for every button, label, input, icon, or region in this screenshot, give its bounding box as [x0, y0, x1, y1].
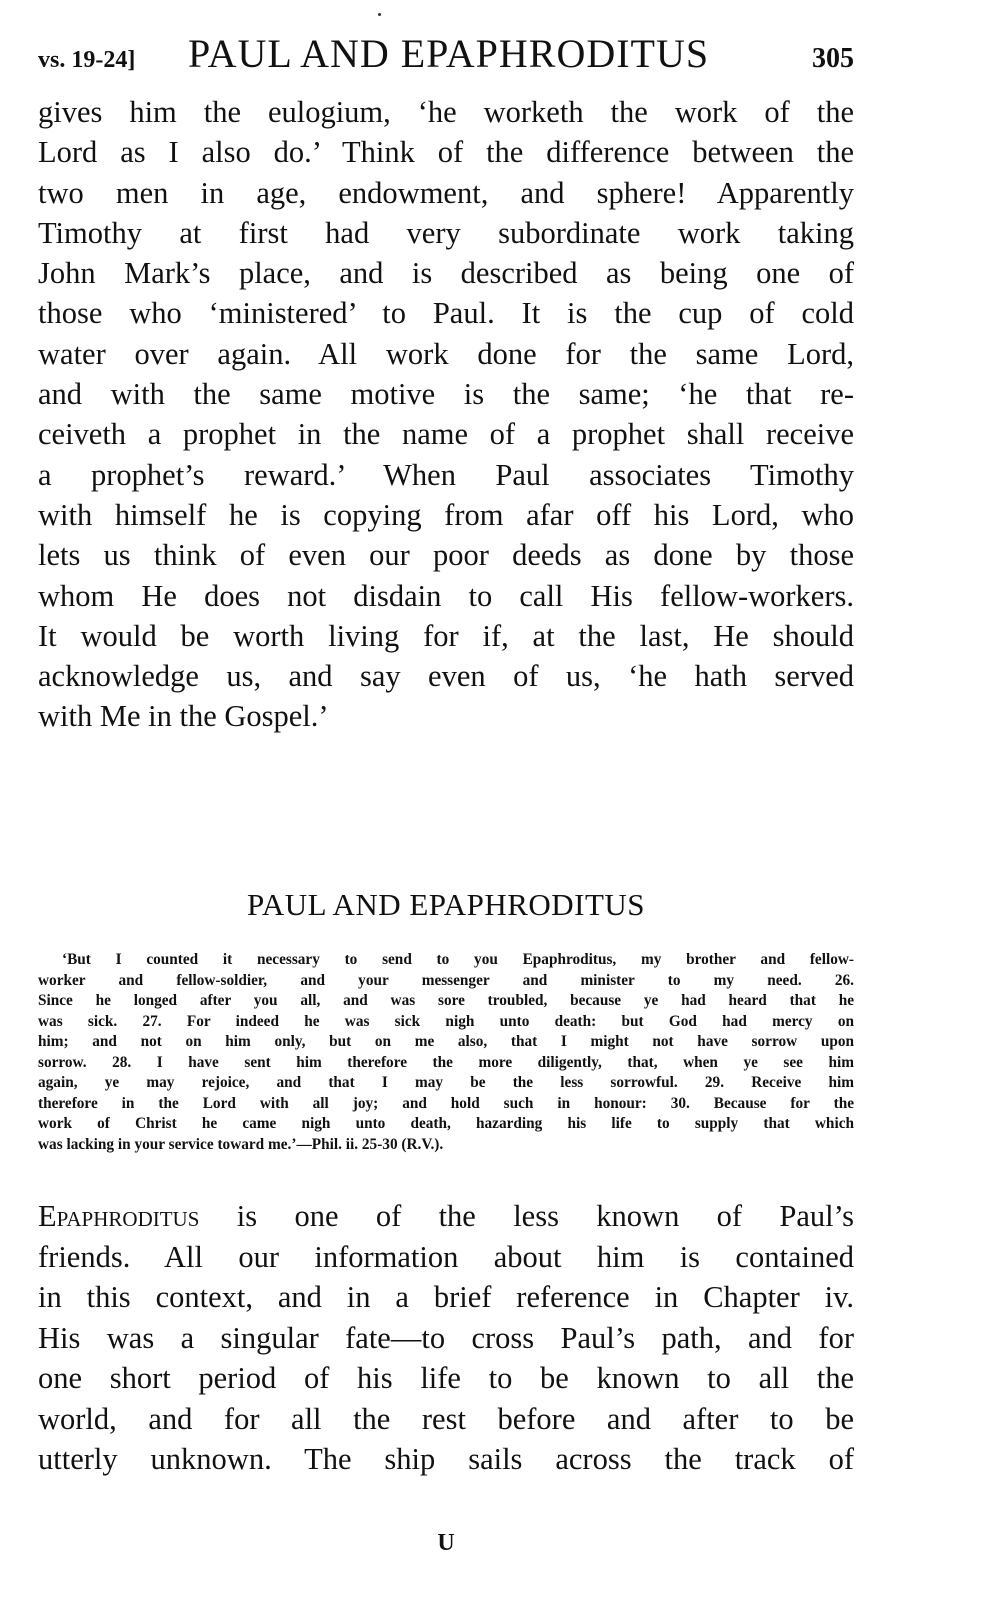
body-paragraph	[38, 92, 854, 737]
scripture-epigraph	[38, 950, 854, 1155]
epigraph-line: was sick. 27. For indeed he was sick nigh unto death: but God had mercy on	[38, 1012, 854, 1030]
body-line: John Mark’s place, and is described as being one of	[38, 256, 854, 291]
body-line: ceiveth a prophet in the name of a prophet shall receive	[38, 417, 854, 452]
lead-word: Epaphroditus	[38, 1199, 200, 1233]
page-number: 305	[812, 43, 854, 74]
body-line: gives him the eulogium, ‘he worketh the work of the	[38, 95, 854, 129]
running-title: PAUL AND EPAPHRODITUS	[188, 31, 710, 76]
epigraph-line: again, ye may rejoice, and that I may be the less sorrowful. 29. Receive him	[38, 1074, 854, 1091]
body-line: utterly unknown. The ship sails across the track of	[38, 1442, 854, 1476]
epigraph-line: sorrow. 28. I have sent him therefore the more diligently, that, when ye see him	[38, 1053, 854, 1071]
opening-line	[38, 1196, 854, 1237]
opening-line-rest: is one of the less known of Paul’s	[199, 1199, 854, 1233]
body-line: It would be worth living for if, at the last, He should	[38, 618, 854, 653]
body-line: a prophet’s reward.’ When Paul associates Timothy	[38, 457, 854, 492]
book-page	[38, 30, 854, 1556]
body-line: in this context, and in a brief reference in Chapter iv.	[38, 1280, 854, 1314]
body-line: world, and for all the rest before and after to be	[38, 1401, 854, 1436]
signature-mark: U	[437, 1530, 455, 1556]
epigraph-line: ‘But I counted it necessary to send to you Epaphroditus, my brother and fellow-	[62, 951, 854, 968]
epigraph-line: him; and not on him only, but on me also, that I might not have sorrow upon	[38, 1033, 854, 1050]
body-line: lets us think of even our poor deeds as done by those	[38, 538, 854, 573]
epigraph-line: therefore in the Lord with all joy; and hold such in honour: 30. Because for the	[38, 1094, 854, 1112]
body-line: acknowledge us, and say even of us, ‘he hath served	[38, 659, 854, 694]
body-line: those who ‘ministered’ to Paul. It is the cup of cold	[38, 296, 854, 331]
section-title: PAUL AND EPAPHRODITUS	[246, 887, 646, 922]
body-line: His was a singular fate—to cross Paul’s path, and for	[38, 1320, 854, 1355]
body-line: Timothy at first had very subordinate work taking	[38, 215, 854, 250]
epigraph-line: Since he longed after you all, and was sore troubled, because ye had heard that he	[38, 992, 854, 1009]
body-line: with Me in the Gospel.’	[38, 699, 329, 734]
body-line: one short period of his life to be known to all the	[38, 1361, 854, 1395]
verse-reference: vs. 19-24]	[38, 47, 136, 73]
body-line: whom He does not disdain to call His fellow-workers.	[38, 578, 854, 613]
epigraph-line: work of Christ he came nigh unto death, hazarding his life to supply that which	[38, 1115, 854, 1132]
body-line: water over again. All work done for the same Lord,	[38, 336, 854, 371]
running-header	[38, 30, 854, 80]
body-line: friends. All our information about him is contained	[38, 1239, 854, 1274]
ink-speck	[378, 13, 381, 16]
body-line: Lord as I also do.’ Think of the difference between the	[38, 135, 854, 170]
opening-paragraph	[38, 1196, 854, 1480]
epigraph-line: was lacking in your service toward me.’—Phil. ii. 25-30 (R.V.).	[38, 1135, 444, 1153]
body-line: with himself he is copying from afar off his Lord, who	[38, 497, 854, 532]
body-line: two men in age, endowment, and sphere! Apparently	[38, 175, 854, 210]
body-line: and with the same motive is the same; ‘he that re-	[38, 377, 854, 412]
epigraph-line: worker and fellow-soldier, and your messenger and minister to my need. 26.	[38, 971, 854, 989]
